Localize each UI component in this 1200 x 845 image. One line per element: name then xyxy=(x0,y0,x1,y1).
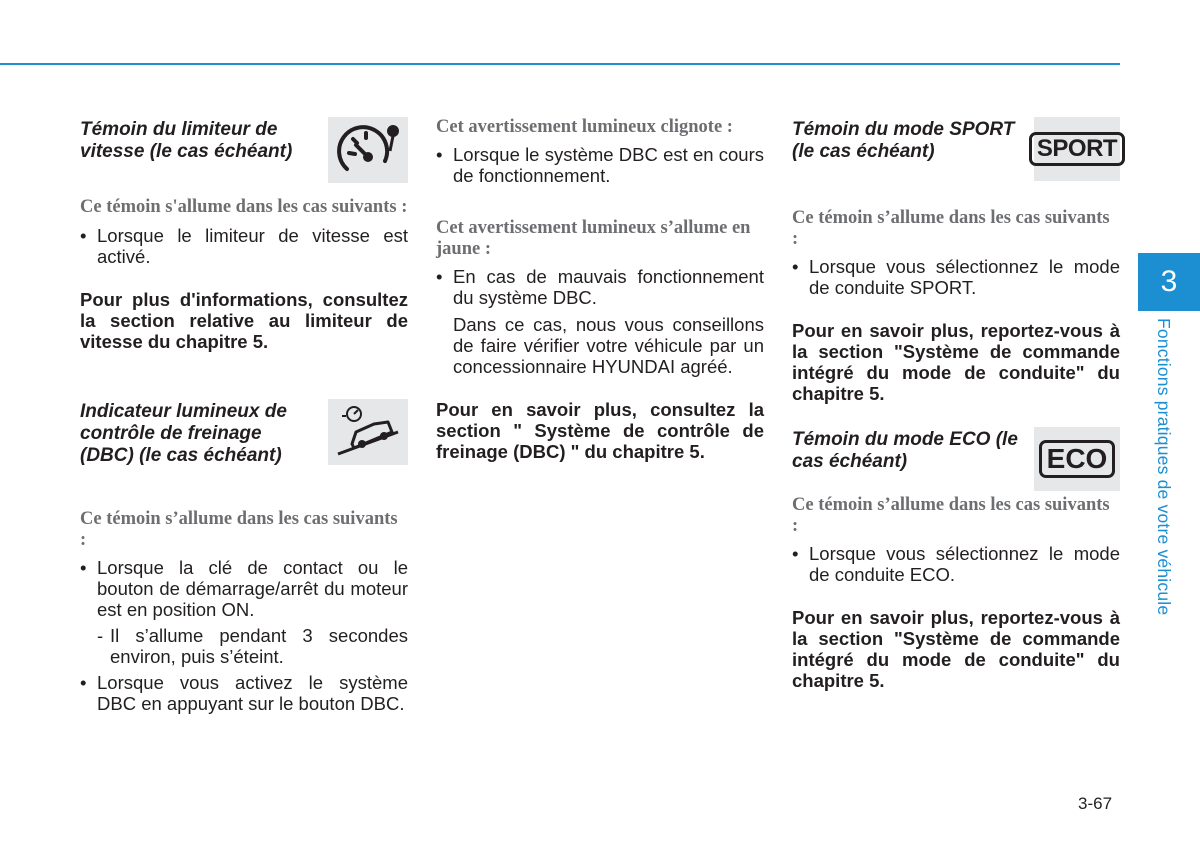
dbc-sub-text: Il s’allume pendant 3 secondes environ, puis s’éteint. xyxy=(110,625,408,667)
chapter-tab xyxy=(1138,253,1200,311)
eco-bullet: • Lorsque vous sélectionnez le mode de conduite ECO. xyxy=(792,543,1120,585)
blink-bullet: • Lorsque le système DBC est en cours de fonctionnement. xyxy=(436,144,764,186)
column-left xyxy=(80,117,408,714)
speed-limiter-section-header xyxy=(80,117,408,183)
speed-limiter-warning-icon xyxy=(328,117,408,183)
yellow-note: Dans ce cas, nous vous conseillons de faire vérifier votre véhicule par un concessionnaire HYUNDAI agréé. xyxy=(453,314,764,377)
chapter-number: 3 xyxy=(1160,265,1178,298)
speed-limiter-heading: Témoin du limiteur de vitesse (le cas échéant) xyxy=(80,119,293,162)
yellow-intro: Cet avertissement lumineux s’allume en jaune : xyxy=(436,218,751,259)
sport-bullet: • Lorsque vous sélectionnez le mode de conduite SPORT. xyxy=(792,256,1120,298)
column-right xyxy=(792,117,1120,691)
dbc-info: Pour en savoir plus, consultez la section " Système de contrôle de freinage (DBC) " du chapitre 5. xyxy=(436,399,764,462)
eco-intro: Ce témoin s’allume dans les cas suivants : xyxy=(792,495,1110,536)
eco-section-header xyxy=(792,427,1120,491)
sport-intro: Ce témoin s’allume dans les cas suivants : xyxy=(792,208,1110,249)
eco-mode-icon xyxy=(1034,427,1120,491)
yellow-bullet: • En cas de mauvais fonctionnement du système DBC. xyxy=(436,266,764,308)
downhill-brake-control-icon xyxy=(328,399,408,465)
speed-limiter-bullet: • Lorsque le limiteur de vitesse est activé. xyxy=(80,225,408,267)
page-number: 3-67 xyxy=(1078,794,1113,813)
sport-section-header xyxy=(792,117,1120,181)
eco-info: Pour en savoir plus, reportez-vous à la section "Système de commande intégré du mode de conduite" du chapitre 5. xyxy=(792,607,1120,691)
dbc-intro: Ce témoin s’allume dans les cas suivants : xyxy=(80,509,398,550)
chapter-title: Fonctions pratiques de votre véhicule xyxy=(1154,318,1174,616)
blink-intro: Cet avertissement lumineux clignote : xyxy=(436,117,733,137)
dbc-sub-item xyxy=(80,625,408,667)
sport-mode-icon xyxy=(1034,117,1120,181)
speed-limiter-intro: Ce témoin s'allume dans les cas suivants : xyxy=(80,197,408,217)
sport-info: Pour en savoir plus, reportez-vous à la section "Système de commande intégré du mode de conduite" du chapitre 5. xyxy=(792,320,1120,404)
dbc-bullet-2: • Lorsque vous activez le système DBC en appuyant sur le bouton DBC. xyxy=(80,672,408,714)
speed-limiter-info: Pour plus d'informations, consultez la section relative au limiteur de vitesse du chapitre 5. xyxy=(80,289,408,352)
eco-heading: Témoin du mode ECO (le cas échéant) xyxy=(792,429,1018,472)
column-middle xyxy=(436,117,764,462)
sport-badge-text: SPORT xyxy=(1029,132,1125,166)
dbc-bullet-1: • Lorsque la clé de contact ou le bouton de démarrage/arrêt du moteur est en position ON. xyxy=(80,557,408,620)
dash-marker: - xyxy=(97,625,104,646)
dbc-heading: Indicateur lumineux de contrôle de freinage (DBC) (le cas échéant) xyxy=(80,401,287,466)
header-rule xyxy=(0,63,1120,65)
eco-badge-text: ECO xyxy=(1039,440,1116,478)
dbc-section-header xyxy=(80,399,408,467)
sport-heading: Témoin du mode SPORT (le cas échéant) xyxy=(792,119,1015,162)
